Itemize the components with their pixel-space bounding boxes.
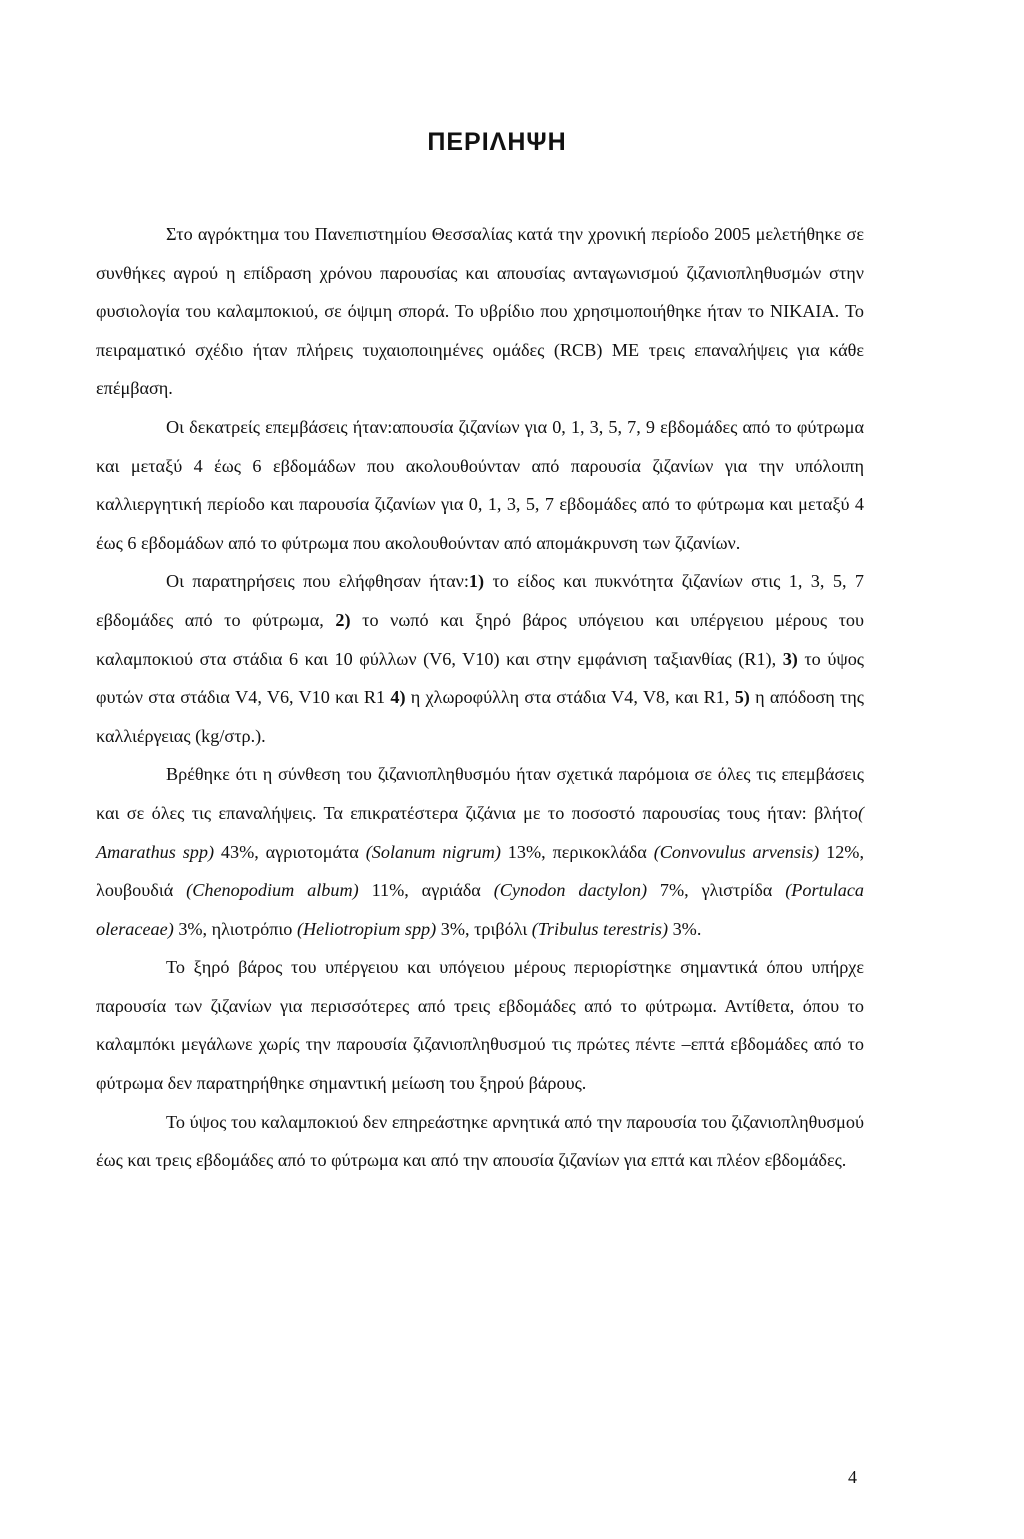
text-run: 11%, αγριάδα <box>358 880 494 901</box>
text-run: η χλωροφύλλη στα στάδια V4, V8, και R1, <box>405 687 735 708</box>
list-number: 5) <box>734 687 750 708</box>
paragraph-intro <box>96 215 864 408</box>
page-title: ΠΕΡΙΛΗΨΗ <box>427 128 567 156</box>
paragraph-treatments <box>96 408 864 562</box>
text-run: 43%, αγριοτομάτα <box>214 841 366 862</box>
text-run: 3%, ηλιοτρόπιο <box>173 918 297 939</box>
text-run: το ύψος φυτών στα στάδια V4, V6, V10 και R1 <box>96 648 865 708</box>
paragraph-weed-composition <box>96 755 864 948</box>
species-name: (Cynodon dactylon) <box>493 880 648 901</box>
page-number: 4 <box>848 1467 857 1487</box>
species-name: (Convovulus arvensis) <box>653 841 820 862</box>
text-run: το είδος και πυκνότητα ζιζανίων στις 1, 3, 5, 7 εβδομάδες από το φύτρωμα, <box>96 571 865 630</box>
abstract-body <box>96 215 864 1180</box>
list-number: 2) <box>335 609 351 630</box>
text-run: Το ύψος του καλαμποκιού δεν επηρεάστηκε αρνητικά από την παρουσία του ζιζανιοπληθυσμού έως και τρεις εβδομάδες από το φύτρωμα και από την απουσία ζιζανίων για επτά και πλέον εβδομάδες. <box>96 1111 864 1171</box>
list-number: 4) <box>390 687 406 708</box>
species-name: (Tribulus terestris) <box>531 918 669 939</box>
text-run: Οι δεκατρείς επεμβάσεις ήταν:απουσία ζιζανίων για 0, 1, 3, 5, 7, 9 εβδομάδες από το φύτρωμα και μεταξύ 4 έως 6 εβδομάδων που ακολουθούνταν από παρουσία ζιζανίων για την υπόλοιπη καλλιεργητική περίοδο και παρουσία ζιζανίων για 0, 1, 3, 5, 7 εβδομάδες από το φύτρωμα και μεταξύ 4 έως 6 εβδομάδων από το φύτρωμα που ακολουθούνταν από απομάκρυνση των ζιζανίων. <box>96 416 864 553</box>
text-run: το νωπό και ξηρό βάρος υπόγειου και υπέργειου μέρους του καλαμποκιού στα στάδια 6 και 10 φύλλων (V6, V10) και στην εμφάνιση ταξιανθίας (R1), <box>96 609 864 669</box>
text-run: Το ξηρό βάρος του υπέργειου και υπόγειου μέρους περιορίστηκε σημαντικά όπου υπήρχε παρουσία των ζιζανίων για περισσότερες από τρεις εβδομάδες από το φύτρωμα. Αντίθετα, όπου το καλαμπόκι μεγάλωνε χωρίς την παρουσία ζιζανιοπληθυσμού τις πρώτες πέντε –επτά εβδομάδες από το φύτρωμα δεν παρατηρήθηκε σημαντική μείωση του ξηρού βάρους. <box>96 957 864 1094</box>
paragraph-plant-height <box>96 1103 864 1180</box>
species-name: (Heliotropium spp) <box>296 918 437 939</box>
text-run: 3%. <box>668 918 702 939</box>
text-run: 3%, τριβόλι <box>436 918 532 939</box>
text-run: 12%, λουβουδιά <box>96 841 864 901</box>
species-name: (Chenopodium album) <box>186 880 359 901</box>
text-run: Στο αγρόκτημα του Πανεπιστημίου Θεσσαλίας κατά την χρονική περίοδο 2005 μελετήθηκε σε συνθήκες αγρού η επίδραση χρόνου παρουσίας και απουσίας ανταγωνισμού ζιζανιοπληθυσμών στην φυσιολογία του καλαμποκιού, σε όψιμη σπορά. Το υβρίδιο που χρησιμοποιήθηκε ήταν το NIKAIA. Το πειραματικό σχέδιο ήταν πλήρεις τυχαιοποιημένες ομάδες (RCB) ΜΕ τρεις επαναλήψεις για κάθε επέμβαση. <box>96 224 864 399</box>
list-number: 3) <box>782 648 798 669</box>
species-name: (Portulaca oleraceae) <box>96 880 865 939</box>
text-run: Βρέθηκε ότι η σύνθεση του ζιζανιοπληθυσμόυ ήταν σχετικά παρόμοια σε όλες τις επεμβάσεις και σε όλες τις επαναλήψεις. Τα επικρατέστερα ζιζάνια με το ποσοστό παρουσίας τους ήταν: βλήτο <box>96 764 864 823</box>
list-number: 1) <box>468 571 485 592</box>
text-run: Οι παρατηρήσεις που ελήφθησαν ήταν: <box>166 571 469 592</box>
species-name: ( Amarathus spp) <box>96 802 864 862</box>
text-run: 13%, περικοκλάδα <box>500 841 654 862</box>
paragraph-observations <box>96 562 864 755</box>
species-name: (Solanum nigrum) <box>365 841 501 862</box>
paragraph-dry-weight <box>96 948 864 1102</box>
text-run: 7%, γλιστρίδα <box>647 880 786 901</box>
text-run: η απόδοση της καλλιέργειας (kg/στρ.). <box>96 687 864 746</box>
